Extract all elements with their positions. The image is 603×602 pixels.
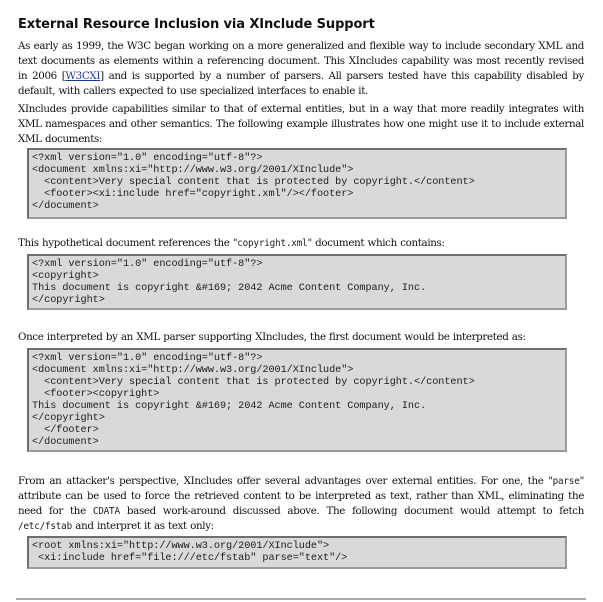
code-line: <document xmlns:xi="http://www.w3.org/2001/XInclude">	[32, 365, 354, 376]
code-line: </copyright>	[32, 413, 105, 424]
paragraph-text: " attribute can be used to force the retrieved content to be interpreted as text, rather than XML, eliminating the need for the	[18, 475, 584, 517]
code-line: <?xml version="1.0" encoding="utf-8"?>	[32, 153, 263, 164]
code-line: <footer><xi:include href="copyright.xml"/></footer>	[32, 189, 354, 200]
code-line: <content>Very special content that is protected by copyright.</content>	[32, 177, 475, 188]
paragraph-attacker-perspective	[18, 474, 584, 534]
code-line: <?xml version="1.0" encoding="utf-8"?>	[32, 259, 263, 270]
code-line: <copyright>	[32, 271, 99, 282]
code-block-fstab-attack	[27, 536, 567, 569]
inline-code-parse: parse	[552, 476, 580, 487]
inline-code-cdata: CDATA	[92, 506, 120, 517]
paragraph-text: As early as 1999, the W3C began working on a more generalized and flexible way to include secondary XML and text documents as elements within a referencing document. This XIncludes capability was most recently revised in 2006 [	[18, 40, 584, 82]
code-line: <document xmlns:xi="http://www.w3.org/2001/XInclude">	[32, 165, 354, 176]
code-line: </document>	[32, 201, 99, 212]
code-line: <xi:include href="file:///etc/fstab" parse="text"/>	[32, 553, 348, 564]
code-line: </copyright>	[32, 295, 105, 306]
reference-link-w3cxi[interactable]: W3CXI	[65, 70, 101, 82]
code-line: <content>Very special content that is protected by copyright.</content>	[32, 377, 475, 388]
paragraph-xinclude-capabilities: XIncludes provide capabilities similar to that of external entities, but in a way that more readily integrates with XML namespaces and other semantics. The following example illustrates how one might use it to include external XML documents:	[18, 103, 584, 145]
code-line: This document is copyright &#169; 2042 Acme Content Company, Inc.	[32, 283, 427, 294]
paragraph-text: and interpret it as text only:	[71, 520, 214, 532]
code-line: <footer><copyright>	[32, 389, 160, 400]
inline-code-filename: copyright.xml	[237, 238, 308, 249]
code-line: This document is copyright &#169; 2042 Acme Content Company, Inc.	[32, 401, 427, 412]
inline-code-fstab-path: /etc/fstab	[18, 521, 72, 532]
paragraph-text: This hypothetical document references the "	[18, 237, 238, 249]
paragraph-text: ] and is supported by a number of parsers. All parsers tested have this capability disabled by default, with callers expected to use specialized interfaces to enable it.	[18, 70, 585, 97]
paragraph-text: From an attacker's perspective, XIncludes offer several advantages over external entities. For one, the "	[18, 475, 553, 487]
paragraph-text: based work-around discussed above. The following document would attempt to fetch	[119, 505, 584, 517]
code-line: </document>	[32, 437, 99, 448]
code-block-copyright-xml	[27, 254, 567, 310]
code-line: <?xml version="1.0" encoding="utf-8"?>	[32, 353, 263, 364]
code-line: <root xmlns:xi="http://www.w3.org/2001/XInclude">	[32, 541, 330, 552]
section-divider	[16, 598, 586, 600]
code-block-example-document	[27, 148, 567, 219]
paragraph-interpreted-intro: Once interpreted by an XML parser supporting XIncludes, the first document would be interpreted as:	[18, 331, 526, 343]
paragraph-copyright-reference	[18, 236, 584, 251]
paragraph-xinclude-history	[18, 39, 584, 99]
code-line: </footer>	[32, 425, 99, 436]
code-block-interpreted-document	[27, 348, 567, 452]
section-title: External Resource Inclusion via XInclude Support	[18, 17, 375, 32]
paragraph-text: " document which contains:	[307, 237, 445, 249]
